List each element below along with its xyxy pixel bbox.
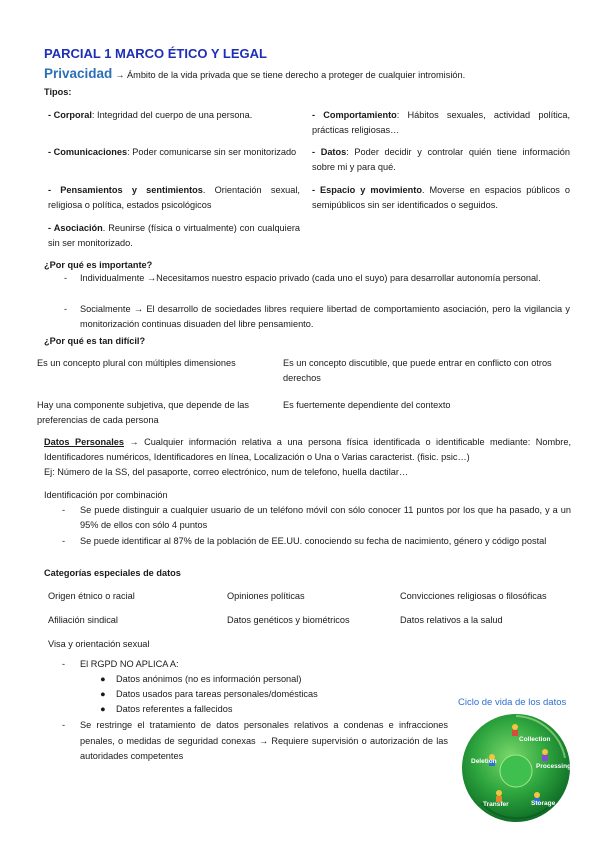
dificil-cell: Es fuertemente dependiente del contexto — [283, 400, 451, 410]
dificil-cell: Es un concepto discutible, que puede entrar en conflicto con otros derechos — [283, 358, 552, 383]
dash-marker: - — [62, 720, 66, 730]
list-item — [100, 687, 318, 702]
bullet-marker: ● — [100, 674, 106, 684]
tipo-term: - Comportamiento — [312, 110, 397, 120]
list-item — [100, 672, 301, 687]
identificacion-heading: Identificación por combinación — [44, 490, 168, 500]
tipo-desc: . Reunirse (física o virtualmente) con cualquiera sin ser monitorizado. — [48, 223, 300, 248]
rgpd-bullet: Datos referentes a fallecidos — [116, 704, 233, 714]
tipo-asociacion — [48, 221, 300, 251]
stage-processing: Processing — [536, 763, 571, 770]
dash-marker: - — [64, 273, 68, 283]
categoria-item: Afiliación sindical — [48, 615, 118, 625]
categorias-heading: Categorías especiales de datos — [44, 568, 181, 578]
rgpd-restriction: Se restringe el tratamiento de datos personales relativos a condenas e infracciones penales, o medidas de seguridad conexas → Requiere supervisión o autorización de las autoridades competentes — [80, 720, 448, 761]
tipo-comportamiento — [312, 108, 570, 138]
bullet-marker: ● — [100, 689, 106, 699]
tipo-espacio — [312, 183, 570, 213]
tipo-term: - Corporal — [48, 110, 92, 120]
rgpd-bullet: Datos usados para tareas personales/domésticas — [116, 689, 318, 699]
datos-personales — [44, 435, 571, 465]
dash-marker: - — [64, 304, 68, 314]
identificacion-item-text: Se puede identificar al 87% de la población de EE.UU. conociendo su fecha de nacimiento, género y código postal — [80, 536, 547, 546]
privacidad-definition — [44, 66, 465, 81]
list-item — [100, 702, 232, 717]
categoria-item: Origen étnico o racial — [48, 591, 135, 601]
datos-personales-arrow: → — [124, 437, 145, 447]
list-item — [64, 271, 570, 286]
data-lifecycle-diagram — [461, 713, 571, 823]
tipos-label: Tipos: — [44, 87, 72, 97]
dash-marker: - — [62, 659, 66, 669]
privacidad-text: → Ámbito de la vida privada que se tiene derecho a proteger de cualquier intromisión. — [115, 70, 466, 80]
dash-marker: - — [62, 505, 66, 515]
datos-personales-term: Datos Personales — [44, 437, 124, 447]
tipo-desc: : Poder decidir y controlar quién tiene información sobre mi y para qué. — [312, 147, 570, 172]
lifecycle-center — [500, 755, 532, 787]
identificacion-item-text: Se puede distinguir a cualquier usuario de un teléfono móvil con sólo conocer 11 puntos por los que ha pasado, y a un 95% de ellos con sólo 4 puntos — [80, 505, 571, 530]
tipo-term: - Datos — [312, 147, 347, 157]
tipo-term: - Comunicaciones — [48, 147, 128, 157]
list-item — [62, 718, 448, 765]
stage-storage: Storage — [531, 800, 556, 807]
bullet-marker: ● — [100, 704, 106, 714]
tipo-datos — [312, 145, 570, 175]
lifecycle-svg — [461, 713, 571, 823]
rgpd-bullet: Datos anónimos (no es información personal) — [116, 674, 302, 684]
list-item — [62, 534, 571, 549]
tipo-desc: . Moverse en espacios públicos o semipúblicos sin ser identificados o seguidos. — [312, 185, 571, 210]
stage-collection: Collection — [519, 736, 551, 743]
stage-transfer: Transfer — [483, 801, 509, 808]
categoria-item: Datos genéticos y biométricos — [227, 615, 350, 625]
tipo-desc: : Poder comunicarse sin ser monitorizado — [127, 147, 297, 157]
list-item — [64, 302, 570, 332]
tipo-term: - Asociación — [48, 223, 103, 233]
list-item — [62, 657, 179, 672]
rgpd-heading: El RGPD NO APLICA A: — [80, 659, 179, 669]
importante-item-text: Socialmente → El desarrollo de sociedades libres requiere libertad de comportamiento asociación, pero la vigilancia y monitorización continuas disuaden del libre pensamiento. — [80, 304, 570, 329]
dificil-heading: ¿Por qué es tan difícil? — [44, 336, 146, 346]
tipo-desc: . Orientación sexual, religiosa o política, estados psicológicos — [48, 185, 300, 210]
categoria-item: Visa y orientación sexual — [48, 639, 150, 649]
tipo-corporal — [48, 108, 300, 123]
list-item — [62, 503, 571, 533]
tipo-pensamientos — [48, 183, 300, 213]
importante-item-text: Individualmente →Necesitamos nuestro espacio privado (cada uno el suyo) para desarrollar autonomía personal. — [80, 273, 541, 283]
stage-deletion: Deletion — [471, 758, 497, 765]
privacidad-word: Privacidad — [44, 66, 113, 81]
datos-personales-ejemplo: Ej: Número de la SS, del pasaporte, correo electrónico, num de telefono, huella dactilar… — [44, 467, 409, 477]
tipo-term: - Espacio y movimiento — [312, 185, 422, 195]
tipo-term: - Pensamientos y sentimientos — [48, 185, 203, 195]
tipo-comunicaciones — [48, 145, 300, 160]
tipo-desc: : Hábitos sexuales, actividad política, prácticas religiosas… — [312, 110, 570, 135]
datos-personales-text: Cualquier información relativa a una persona física identificada o identificable mediante: Nombre, Identificadores numéricos, Identificadores en línea, Localización o Una o Varias caracterist. (fisic. psic…) — [44, 437, 572, 462]
categoria-item: Convicciones religiosas o filosóficas — [400, 591, 547, 601]
ciclo-title: Ciclo de vida de los datos — [458, 697, 567, 708]
importante-heading: ¿Por qué es importante? — [44, 260, 153, 270]
dificil-cell: Hay una componente subjetiva, que depende de las preferencias de cada persona — [37, 400, 249, 425]
tipo-desc: : Integridad del cuerpo de una persona. — [91, 110, 253, 120]
categoria-item: Opiniones políticas — [227, 591, 305, 601]
page-title: PARCIAL 1 MARCO ÉTICO Y LEGAL — [44, 46, 267, 61]
dash-marker: - — [62, 536, 66, 546]
dificil-cell: Es un concepto plural con múltiples dimensiones — [37, 358, 236, 368]
categoria-item: Datos relativos a la salud — [400, 615, 503, 625]
